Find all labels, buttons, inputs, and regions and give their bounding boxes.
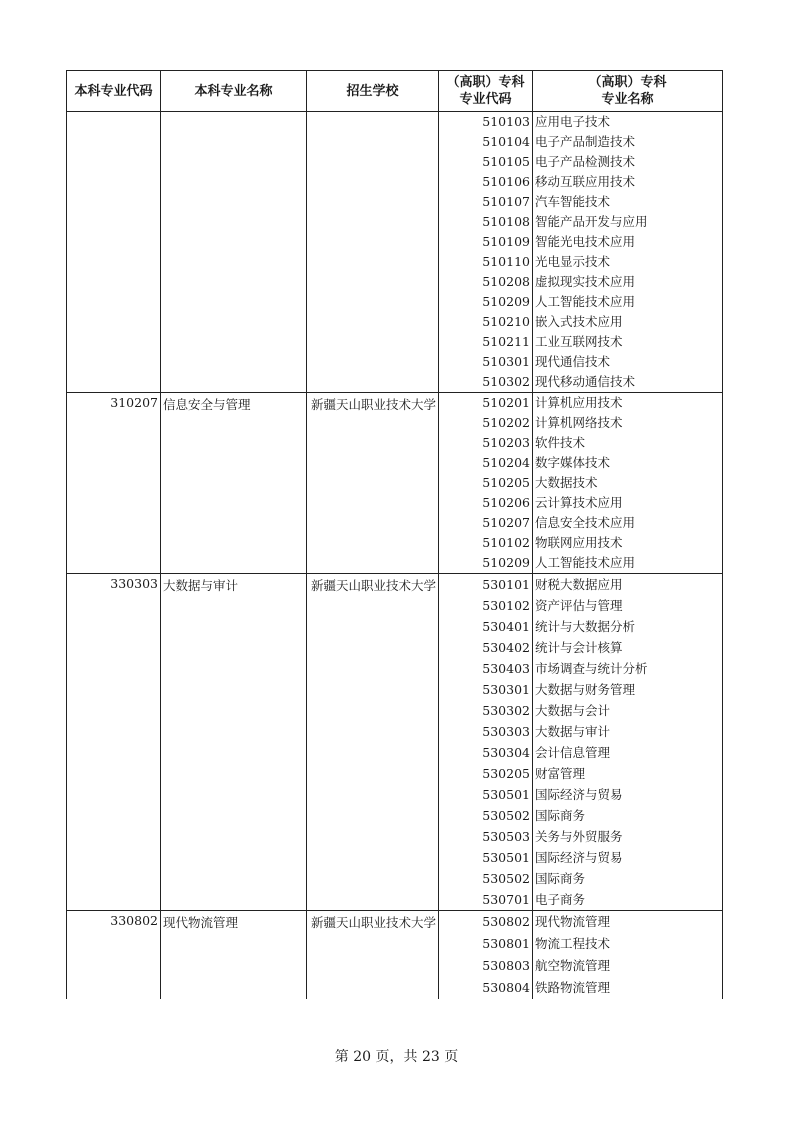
bachelor-code-cell: 330802 xyxy=(67,911,161,1000)
vocational-name-cell: 财富管理 xyxy=(533,763,723,784)
vocational-code-cell: 530801 xyxy=(439,933,533,955)
vocational-code-cell: 510205 xyxy=(439,473,533,493)
vocational-code-cell: 530101 xyxy=(439,574,533,596)
header-bachelor-name: 本科专业名称 xyxy=(161,71,307,112)
vocational-code-cell: 510301 xyxy=(439,352,533,372)
vocational-code-cell: 510302 xyxy=(439,372,533,393)
vocational-name-cell: 智能产品开发与应用 xyxy=(533,212,723,232)
school-cell: 新疆天山职业技术大学 xyxy=(307,393,439,574)
vocational-name-cell: 大数据与财务管理 xyxy=(533,679,723,700)
vocational-code-cell: 510210 xyxy=(439,312,533,332)
vocational-code-cell: 530502 xyxy=(439,868,533,889)
bachelor-code-cell xyxy=(67,112,161,393)
bachelor-code-cell: 310207 xyxy=(67,393,161,574)
table-row xyxy=(67,574,723,596)
vocational-code-cell: 510201 xyxy=(439,393,533,414)
vocational-code-cell: 510203 xyxy=(439,433,533,453)
vocational-name-cell: 财税大数据应用 xyxy=(533,574,723,596)
vocational-name-cell: 软件技术 xyxy=(533,433,723,453)
vocational-name-cell: 云计算技术应用 xyxy=(533,493,723,513)
vocational-code-cell: 530403 xyxy=(439,658,533,679)
vocational-name-cell: 人工智能技术应用 xyxy=(533,553,723,574)
vocational-name-cell: 电子产品检测技术 xyxy=(533,152,723,172)
vocational-code-cell: 510208 xyxy=(439,272,533,292)
vocational-name-cell: 汽车智能技术 xyxy=(533,192,723,212)
vocational-code-cell: 530501 xyxy=(439,784,533,805)
header-vocational-code-line2: 专业代码 xyxy=(459,92,512,107)
vocational-code-cell: 530502 xyxy=(439,805,533,826)
vocational-code-cell: 510207 xyxy=(439,513,533,533)
vocational-name-cell: 电子商务 xyxy=(533,889,723,911)
vocational-name-cell: 现代移动通信技术 xyxy=(533,372,723,393)
vocational-name-cell: 国际商务 xyxy=(533,805,723,826)
vocational-code-cell: 510106 xyxy=(439,172,533,192)
vocational-code-cell: 510104 xyxy=(439,132,533,152)
vocational-code-cell: 510202 xyxy=(439,413,533,433)
vocational-name-cell: 统计与会计核算 xyxy=(533,637,723,658)
header-vocational-name xyxy=(533,71,723,112)
vocational-name-cell: 资产评估与管理 xyxy=(533,595,723,616)
vocational-name-cell: 铁路物流管理 xyxy=(533,977,723,999)
vocational-name-cell: 国际经济与贸易 xyxy=(533,784,723,805)
vocational-code-cell: 510110 xyxy=(439,252,533,272)
vocational-name-cell: 智能光电技术应用 xyxy=(533,232,723,252)
vocational-code-cell: 530303 xyxy=(439,721,533,742)
header-vocational-name-line2: 专业名称 xyxy=(601,92,654,107)
vocational-name-cell: 国际经济与贸易 xyxy=(533,847,723,868)
table-header-row xyxy=(67,71,723,112)
vocational-code-cell: 510107 xyxy=(439,192,533,212)
vocational-name-cell: 工业互联网技术 xyxy=(533,332,723,352)
vocational-name-cell: 人工智能技术应用 xyxy=(533,292,723,312)
vocational-name-cell: 市场调查与统计分析 xyxy=(533,658,723,679)
vocational-code-cell: 510108 xyxy=(439,212,533,232)
header-vocational-name-line1: （高职）专科 xyxy=(588,75,667,90)
vocational-name-cell: 应用电子技术 xyxy=(533,112,723,133)
vocational-name-cell: 物流工程技术 xyxy=(533,933,723,955)
vocational-code-cell: 530302 xyxy=(439,700,533,721)
major-group xyxy=(67,911,723,1000)
vocational-code-cell: 530301 xyxy=(439,679,533,700)
header-school: 招生学校 xyxy=(307,71,439,112)
major-group xyxy=(67,393,723,574)
vocational-name-cell: 电子产品制造技术 xyxy=(533,132,723,152)
vocational-name-cell: 数字媒体技术 xyxy=(533,453,723,473)
header-vocational-code xyxy=(439,71,533,112)
vocational-code-cell: 530402 xyxy=(439,637,533,658)
major-group xyxy=(67,112,723,393)
vocational-code-cell: 510204 xyxy=(439,453,533,473)
vocational-code-cell: 510105 xyxy=(439,152,533,172)
bachelor-code-cell: 330303 xyxy=(67,574,161,911)
vocational-code-cell: 510109 xyxy=(439,232,533,252)
vocational-name-cell: 光电显示技术 xyxy=(533,252,723,272)
vocational-code-cell: 510209 xyxy=(439,553,533,574)
table-row xyxy=(67,911,723,934)
bachelor-name-cell: 现代物流管理 xyxy=(161,911,307,1000)
vocational-name-cell: 计算机网络技术 xyxy=(533,413,723,433)
vocational-code-cell: 530701 xyxy=(439,889,533,911)
vocational-code-cell: 510206 xyxy=(439,493,533,513)
vocational-name-cell: 信息安全技术应用 xyxy=(533,513,723,533)
vocational-code-cell: 510102 xyxy=(439,533,533,553)
vocational-code-cell: 530802 xyxy=(439,911,533,934)
vocational-code-cell: 530804 xyxy=(439,977,533,999)
vocational-name-cell: 嵌入式技术应用 xyxy=(533,312,723,332)
vocational-name-cell: 移动互联应用技术 xyxy=(533,172,723,192)
vocational-name-cell: 关务与外贸服务 xyxy=(533,826,723,847)
major-group xyxy=(67,574,723,911)
vocational-code-cell: 530401 xyxy=(439,616,533,637)
vocational-name-cell: 现代通信技术 xyxy=(533,352,723,372)
vocational-name-cell: 航空物流管理 xyxy=(533,955,723,977)
table-row xyxy=(67,112,723,133)
vocational-name-cell: 大数据与会计 xyxy=(533,700,723,721)
vocational-name-cell: 国际商务 xyxy=(533,868,723,889)
vocational-code-cell: 510211 xyxy=(439,332,533,352)
school-cell xyxy=(307,112,439,393)
page-footer: 第 20 页，共 23 页 xyxy=(334,1049,459,1065)
school-cell: 新疆天山职业技术大学 xyxy=(307,911,439,1000)
vocational-name-cell: 计算机应用技术 xyxy=(533,393,723,414)
vocational-name-cell: 虚拟现实技术应用 xyxy=(533,272,723,292)
vocational-name-cell: 统计与大数据分析 xyxy=(533,616,723,637)
school-cell: 新疆天山职业技术大学 xyxy=(307,574,439,911)
vocational-code-cell: 530102 xyxy=(439,595,533,616)
vocational-code-cell: 530304 xyxy=(439,742,533,763)
vocational-code-cell: 530501 xyxy=(439,847,533,868)
vocational-name-cell: 大数据与审计 xyxy=(533,721,723,742)
vocational-code-cell: 510209 xyxy=(439,292,533,312)
vocational-code-cell: 530503 xyxy=(439,826,533,847)
vocational-code-cell: 530803 xyxy=(439,955,533,977)
vocational-name-cell: 现代物流管理 xyxy=(533,911,723,934)
vocational-code-cell: 530205 xyxy=(439,763,533,784)
bachelor-name-cell: 信息安全与管理 xyxy=(161,393,307,574)
vocational-code-cell: 510103 xyxy=(439,112,533,133)
bachelor-name-cell xyxy=(161,112,307,393)
table-row xyxy=(67,393,723,414)
header-vocational-code-line1: （高职）专科 xyxy=(446,75,525,90)
vocational-name-cell: 大数据技术 xyxy=(533,473,723,493)
major-mapping-table xyxy=(66,70,723,999)
header-bachelor-code: 本科专业代码 xyxy=(67,71,161,112)
vocational-name-cell: 会计信息管理 xyxy=(533,742,723,763)
bachelor-name-cell: 大数据与审计 xyxy=(161,574,307,911)
vocational-name-cell: 物联网应用技术 xyxy=(533,533,723,553)
